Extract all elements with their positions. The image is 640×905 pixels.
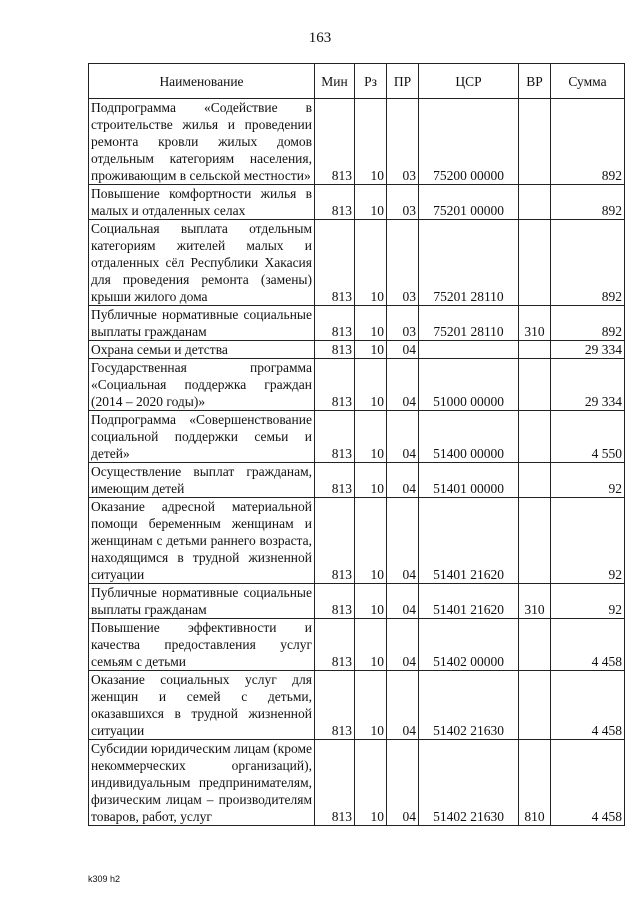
cell-name: Государственная программа «Социальная поддержка граждан (2014 – 2020 годы)» [89,359,315,411]
cell-rz: 10 [355,99,387,185]
column-header-sum: Сумма [551,64,625,99]
table-row [89,99,625,185]
column-header-vr: ВР [519,64,551,99]
cell-pr: 04 [387,341,419,359]
cell-rz: 10 [355,463,387,498]
cell-name: Социальная выплата отдельным категориям жителей малых и отдаленных сёл Республики Хакасия для проведения ремонта (замены) крыши жилого дома [89,220,315,306]
cell-name: Осуществление выплат гражданам, имеющим детей [89,463,315,498]
table-row [89,185,625,220]
cell-rz: 10 [355,740,387,826]
cell-sum: 4 458 [551,740,625,826]
cell-name: Подпрограмма «Содействие в строительстве жилья и проведении ремонта кровли жилых домов отдельным категориям населения, проживающим в сельской местности» [89,99,315,185]
cell-vr [519,220,551,306]
cell-name: Субсидии юридическим лицам (кроме некоммерческих организаций), индивидуальным предпринимателям, физическим лицам – производителям товаров, работ, услуг [89,740,315,826]
cell-sum: 4 550 [551,411,625,463]
cell-min: 813 [315,584,355,619]
budget-table [88,63,625,826]
table-row [89,411,625,463]
cell-vr [519,341,551,359]
cell-min: 813 [315,498,355,584]
cell-sum: 4 458 [551,671,625,740]
cell-sum: 92 [551,498,625,584]
cell-min: 813 [315,341,355,359]
cell-pr: 04 [387,671,419,740]
cell-min: 813 [315,220,355,306]
column-header-csr: ЦСР [419,64,519,99]
cell-min: 813 [315,463,355,498]
cell-pr: 04 [387,619,419,671]
cell-rz: 10 [355,619,387,671]
cell-csr: 51401 21620 [419,498,519,584]
cell-csr: 51402 21630 [419,740,519,826]
cell-pr: 04 [387,411,419,463]
cell-rz: 10 [355,411,387,463]
table-row [89,341,625,359]
cell-name: Повышение комфортности жилья в малых и отдаленных селах [89,185,315,220]
table-row [89,306,625,341]
footer-code: k309 h2 [88,874,121,884]
cell-pr: 03 [387,99,419,185]
cell-min: 813 [315,671,355,740]
cell-rz: 10 [355,584,387,619]
cell-pr: 03 [387,306,419,341]
cell-pr: 04 [387,359,419,411]
cell-sum: 892 [551,220,625,306]
cell-vr [519,463,551,498]
cell-vr: 310 [519,306,551,341]
cell-rz: 10 [355,306,387,341]
column-header-min: Мин [315,64,355,99]
cell-rz: 10 [355,359,387,411]
cell-csr: 75201 00000 [419,185,519,220]
table-row [89,463,625,498]
cell-name: Публичные нормативные социальные выплаты гражданам [89,306,315,341]
column-header-name: Наименование [89,64,315,99]
cell-rz: 10 [355,671,387,740]
page-number: 163 [308,30,332,46]
cell-vr [519,185,551,220]
cell-sum: 4 458 [551,619,625,671]
cell-name: Подпрограмма «Совершенствование социальной поддержки семьи и детей» [89,411,315,463]
cell-vr [519,671,551,740]
cell-min: 813 [315,740,355,826]
cell-sum: 892 [551,185,625,220]
cell-name: Оказание адресной материальной помощи беременным женщинам и женщинам с детьми раннего возраста, находящимся в трудной жизненной ситуации [89,498,315,584]
cell-csr [419,341,519,359]
table-row [89,671,625,740]
cell-vr [519,99,551,185]
cell-sum: 92 [551,584,625,619]
column-header-rz: Рз [355,64,387,99]
cell-min: 813 [315,306,355,341]
cell-vr [519,411,551,463]
cell-vr [519,619,551,671]
cell-csr: 51401 00000 [419,463,519,498]
cell-min: 813 [315,185,355,220]
table-row [89,740,625,826]
table-row [89,498,625,584]
cell-sum: 92 [551,463,625,498]
cell-pr: 04 [387,584,419,619]
cell-sum: 892 [551,99,625,185]
cell-csr: 75201 28110 [419,220,519,306]
cell-csr: 51402 00000 [419,619,519,671]
cell-name: Повышение эффективности и качества предоставления услуг семьям с детьми [89,619,315,671]
cell-min: 813 [315,99,355,185]
cell-min: 813 [315,619,355,671]
cell-vr: 810 [519,740,551,826]
cell-csr: 51400 00000 [419,411,519,463]
cell-rz: 10 [355,341,387,359]
cell-vr [519,359,551,411]
cell-name: Охрана семьи и детства [89,341,315,359]
cell-sum: 892 [551,306,625,341]
cell-sum: 29 334 [551,341,625,359]
cell-csr: 75201 28110 [419,306,519,341]
table-row [89,584,625,619]
cell-pr: 04 [387,740,419,826]
cell-csr: 51000 00000 [419,359,519,411]
cell-min: 813 [315,411,355,463]
cell-rz: 10 [355,498,387,584]
cell-csr: 75200 00000 [419,99,519,185]
table-row [89,359,625,411]
cell-name: Публичные нормативные социальные выплаты гражданам [89,584,315,619]
cell-pr: 04 [387,463,419,498]
cell-csr: 51402 21630 [419,671,519,740]
table-body [89,99,625,826]
cell-pr: 03 [387,185,419,220]
cell-rz: 10 [355,220,387,306]
cell-name: Оказание социальных услуг для женщин и семей с детьми, оказавшихся в трудной жизненной ситуации [89,671,315,740]
table-header-row [89,64,625,99]
table-row [89,220,625,306]
cell-min: 813 [315,359,355,411]
column-header-pr: ПР [387,64,419,99]
cell-pr: 03 [387,220,419,306]
cell-rz: 10 [355,185,387,220]
cell-vr: 310 [519,584,551,619]
table-row [89,619,625,671]
cell-csr: 51401 21620 [419,584,519,619]
cell-vr [519,498,551,584]
cell-sum: 29 334 [551,359,625,411]
cell-pr: 04 [387,498,419,584]
